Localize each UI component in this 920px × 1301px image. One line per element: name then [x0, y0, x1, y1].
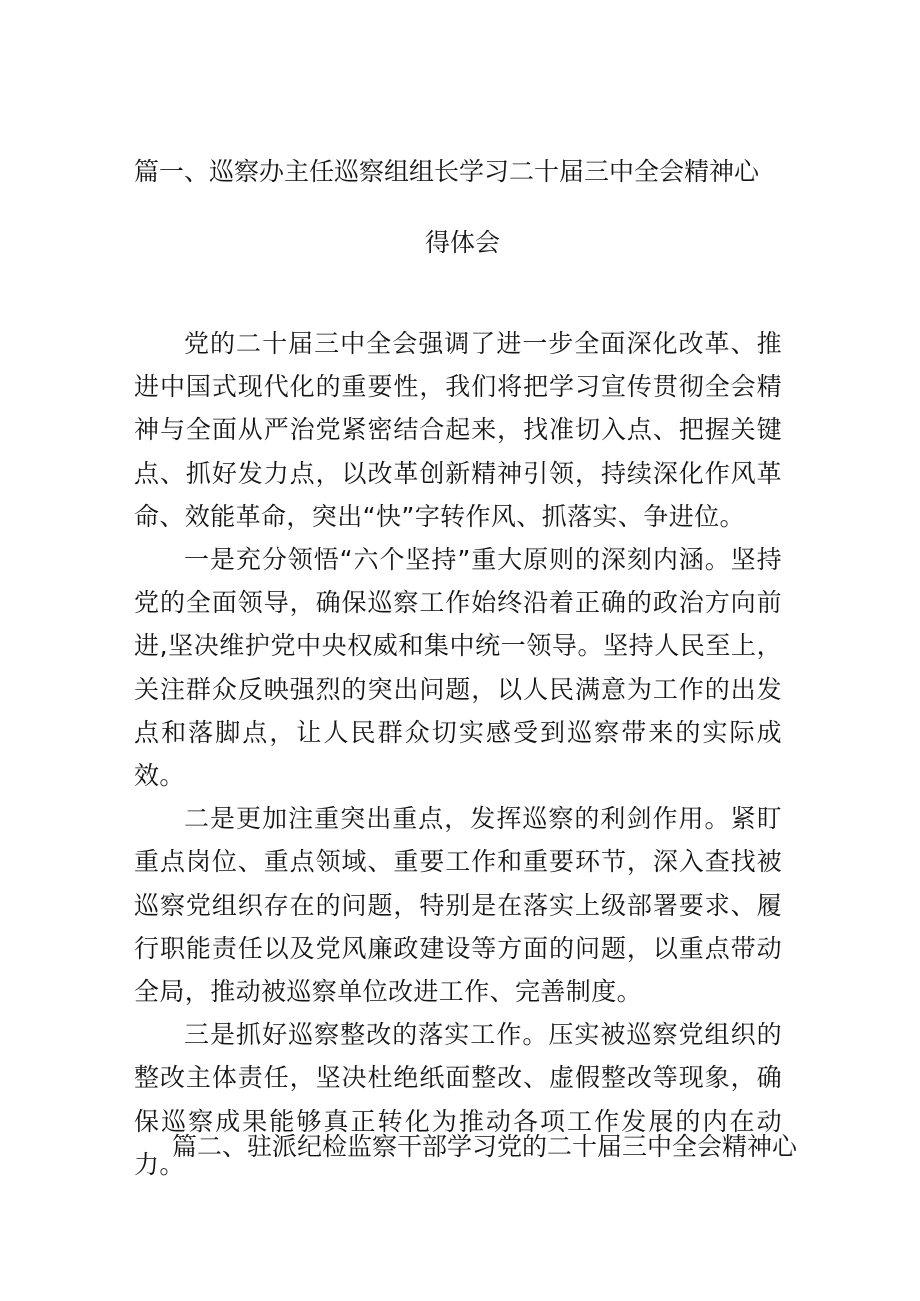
- article1-body: [134, 322, 782, 1186]
- article1-paragraph-point1: 一是充分领悟“六个坚持”重大原则的深刻内涵。坚持党的全面领导，确保巡察工作始终沿着正确的政治方向前进,坚决维护党中央权威和集中统一领导。坚持人民至上，关注群众反映强烈的突出问题，以人民满意为工作的出发点和落脚点，让人民群众切实感受到巡察带来的实际成效。: [134, 545, 782, 791]
- article2-title-line1: 篇二、驻派纪检监察干部学习党的二十届三中全会精神心: [172, 1132, 798, 1161]
- article1-title-line1: 篇一、巡察办主任巡察组组长学习二十届三中全会精神心: [134, 157, 760, 186]
- article1-paragraph-point3: 三是抓好巡察整改的落实工作。压实被巡察党组织的整改主体责任，坚决杜绝纸面整改、虚假整改等现象，确保巡察成果能够真正转化为推动各项工作发展的内在动力。: [134, 1020, 782, 1179]
- article1-paragraph-intro: 党的二十届三中全会强调了进一步全面深化改革、推进中国式现代化的重要性，我们将把学习宣传贯彻全会精神与全面从严治党紧密结合起来，找准切入点、把握关键点、抓好发力点，以改革创新精神引领，持续深化作风革命、效能革命，突出“快”字转作风、抓落实、争进位。: [134, 329, 782, 531]
- article1-title-line2: 得体会: [425, 228, 501, 257]
- article1-paragraph-point2: 二是更加注重突出重点，发挥巡察的利剑作用。紧盯重点岗位、重点领域、重要工作和重要环节，深入查找被巡察党组织存在的问题，特别是在落实上级部署要求、履行职能责任以及党风廉政建设等方面的问题，以重点带动全局，推动被巡察单位改进工作、完善制度。: [134, 804, 782, 1007]
